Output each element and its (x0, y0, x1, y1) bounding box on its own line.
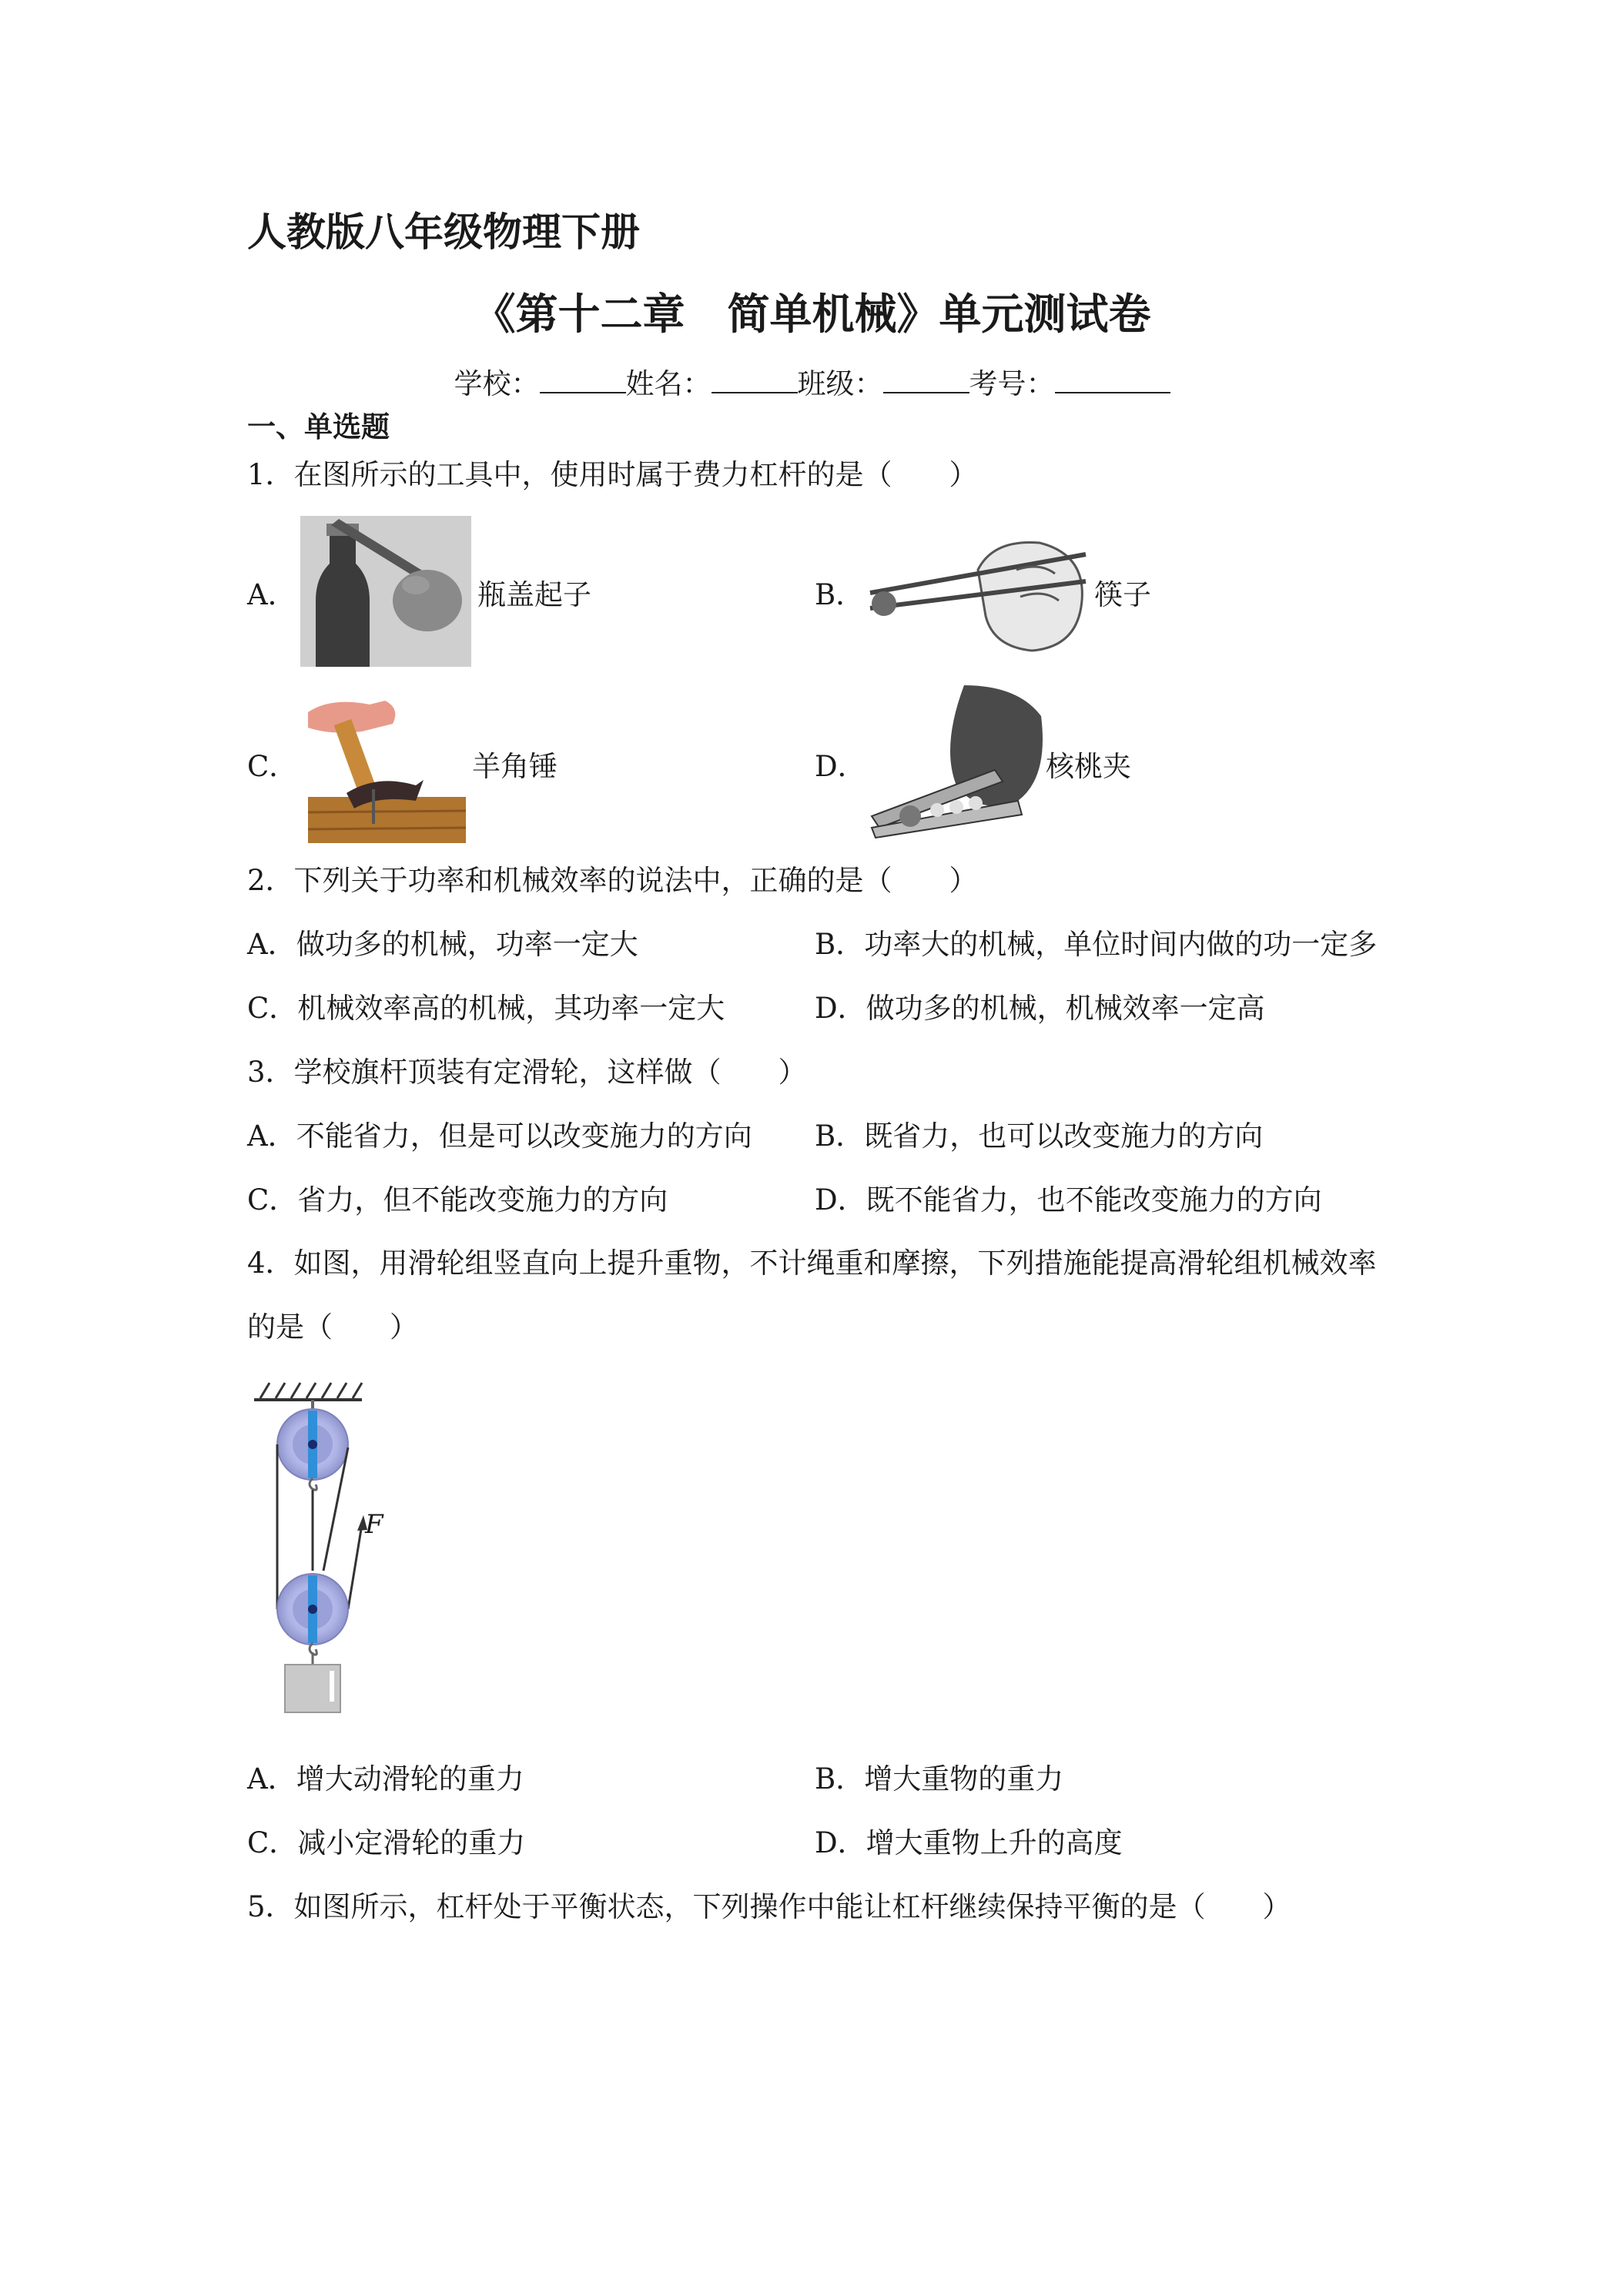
q1-option-b-caption: 筷子 (1094, 578, 1151, 611)
q4-option-b: B．增大重物的重力 (815, 1762, 1064, 1796)
question-3-stem: 3．学校旗杆顶装有定滑轮，这样做（ ） (247, 1056, 807, 1089)
name-label: 姓名： (625, 367, 712, 400)
q3-option-a: A．不能省力，但是可以改变施力的方向 (247, 1120, 752, 1153)
q3-option-c: C．省力，但不能改变施力的方向 (247, 1183, 668, 1217)
q2-option-d: D．做功多的机械，机械效率一定高 (815, 992, 1265, 1025)
name-blank[interactable] (712, 369, 798, 393)
question-1-stem: 1．在图所示的工具中，使用时属于费力杠杆的是（ ） (247, 458, 978, 491)
q1-option-b-letter: B． (815, 578, 865, 611)
q3-option-d: D．既不能省力，也不能改变施力的方向 (815, 1183, 1322, 1217)
q1-option-c-letter: C． (247, 750, 298, 783)
number-blank[interactable] (1055, 369, 1170, 393)
book-title: 人教版八年级物理下册 (247, 210, 641, 256)
bottle-opener-image (300, 516, 471, 667)
q2-option-a: A．做功多的机械，功率一定大 (247, 928, 638, 961)
q2-option-c: C．机械效率高的机械，其功率一定大 (247, 992, 725, 1025)
school-label: 学校： (454, 367, 540, 400)
class-label: 班级： (797, 367, 883, 400)
q1-option-a-letter: A． (247, 578, 296, 611)
force-label-f: F (365, 1509, 383, 1540)
number-label: 考号： (969, 367, 1055, 400)
q4-option-a: A．增大动滑轮的重力 (247, 1762, 524, 1796)
chopsticks-image (862, 524, 1093, 654)
q1-option-a-caption: 瓶盖起子 (477, 578, 591, 611)
q1-option-c-caption: 羊角锤 (472, 750, 558, 783)
pulley-system-diagram (246, 1378, 400, 1732)
q2-option-b: B．功率大的机械，单位时间内做的功一定多 (815, 928, 1378, 961)
nutcracker-image (864, 685, 1049, 847)
q4-option-d: D．增大重物上升的高度 (815, 1826, 1123, 1859)
question-4-stem-line2: 的是（ ） (247, 1310, 418, 1344)
claw-hammer-image (300, 689, 466, 843)
q4-option-c: C．减小定滑轮的重力 (247, 1826, 526, 1859)
question-4-stem-line1: 4．如图，用滑轮组竖直向上提升重物，不计绳重和摩擦，下列措施能提高滑轮组机械效率 (247, 1247, 1377, 1280)
student-info-line (0, 360, 1624, 402)
test-title: 《第十二章 简单机械》单元测试卷 (473, 290, 1151, 339)
school-blank[interactable] (540, 369, 626, 393)
question-5-stem: 5．如图所示，杠杆处于平衡状态，下列操作中能让杠杆继续保持平衡的是（ ） (247, 1890, 1291, 1923)
class-blank[interactable] (883, 369, 969, 393)
section-heading: 一、单选题 (247, 410, 390, 443)
q3-option-b: B．既省力，也可以改变施力的方向 (815, 1120, 1264, 1153)
question-2-stem: 2．下列关于功率和机械效率的说法中，正确的是（ ） (247, 864, 978, 897)
q1-option-d-letter: D． (815, 750, 866, 783)
q1-option-d-caption: 核桃夹 (1046, 750, 1131, 783)
